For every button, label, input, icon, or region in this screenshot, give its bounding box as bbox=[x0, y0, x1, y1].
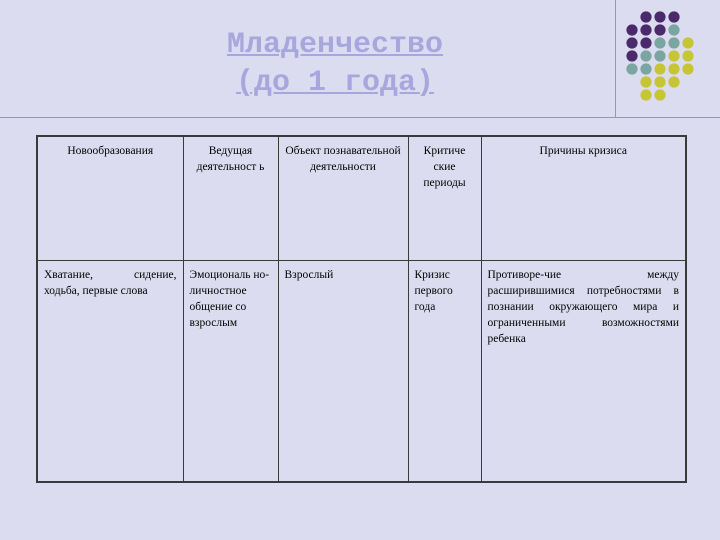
vertical-divider bbox=[615, 0, 616, 118]
decorative-dot bbox=[640, 76, 651, 87]
decorative-dot bbox=[640, 37, 651, 48]
table-cell: Взрослый bbox=[278, 261, 408, 483]
decorative-dot bbox=[626, 63, 637, 74]
decorative-dot bbox=[668, 50, 679, 61]
info-table bbox=[36, 135, 687, 483]
decorative-dot bbox=[654, 50, 665, 61]
table-cell: Противоре-чие между расширившимися потребностями в познании окружающего мира и ограниченными возможностями ребенка bbox=[481, 261, 686, 483]
decorative-dot bbox=[668, 76, 679, 87]
horizontal-divider bbox=[0, 117, 720, 118]
title-line-1: Младенчество bbox=[226, 28, 444, 62]
table-cell: Кризис первого года bbox=[408, 261, 481, 483]
decorative-dot bbox=[682, 63, 693, 74]
decorative-dot bbox=[640, 11, 651, 22]
decorative-dot bbox=[654, 63, 665, 74]
table-row bbox=[37, 261, 686, 483]
decorative-dot bbox=[668, 11, 679, 22]
decorative-dot bbox=[626, 24, 637, 35]
decorative-dot bbox=[654, 76, 665, 87]
decorative-dot bbox=[640, 50, 651, 61]
header-cell: Причины кризиса bbox=[481, 136, 686, 261]
decorative-dot bbox=[640, 24, 651, 35]
header-cell: Объект познавательной деятельности bbox=[278, 136, 408, 261]
table-cell: Эмоциональ но-личностное общение со взрослым bbox=[183, 261, 278, 483]
table-cell: Хватание, сидение, ходьба, первые слова bbox=[37, 261, 183, 483]
decorative-dot bbox=[654, 37, 665, 48]
header-cell: Ведущая деятельност ь bbox=[183, 136, 278, 261]
table-header-row bbox=[37, 136, 686, 261]
decorative-dot bbox=[654, 24, 665, 35]
decorative-dot bbox=[682, 37, 693, 48]
decorative-dot bbox=[654, 11, 665, 22]
title-line-2: (до 1 года) bbox=[235, 66, 435, 100]
decorative-dot bbox=[640, 89, 651, 100]
decorative-dot bbox=[626, 50, 637, 61]
decorative-dot bbox=[640, 63, 651, 74]
decorative-dot bbox=[668, 63, 679, 74]
decorative-dot bbox=[626, 37, 637, 48]
header-cell: Новообразования bbox=[37, 136, 183, 261]
header-cell: Критиче ские периоды bbox=[408, 136, 481, 261]
decorative-dot bbox=[654, 89, 665, 100]
decorative-dot bbox=[668, 24, 679, 35]
page-title bbox=[140, 26, 530, 102]
decorative-dot bbox=[668, 37, 679, 48]
decorative-dot bbox=[682, 50, 693, 61]
